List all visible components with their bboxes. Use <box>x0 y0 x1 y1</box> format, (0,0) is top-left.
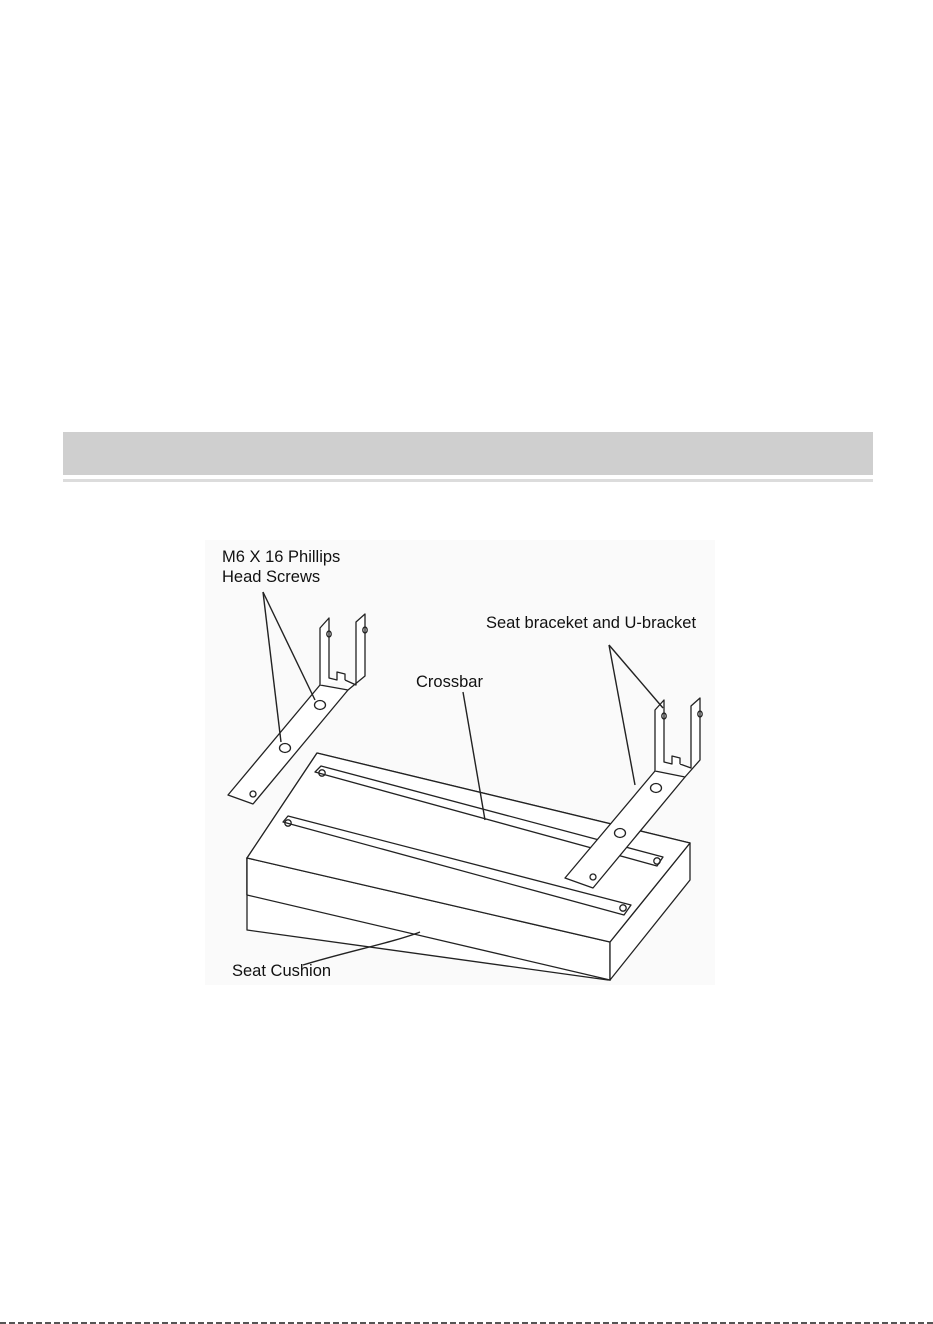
label-screws <box>222 547 340 587</box>
label-screws-line1: M6 X 16 Phillips <box>222 548 341 566</box>
label-crossbar: Crossbar <box>416 673 483 691</box>
label-cushion: Seat Cushion <box>232 962 332 980</box>
label-bracket: Seat braceket and U-bracket <box>486 614 697 632</box>
assembly-figure <box>205 540 715 985</box>
assembly-drawing <box>205 540 715 985</box>
section-header-rule <box>63 479 873 482</box>
section-header-bar <box>63 432 873 475</box>
label-screws-line2: Head Screws <box>222 568 321 586</box>
